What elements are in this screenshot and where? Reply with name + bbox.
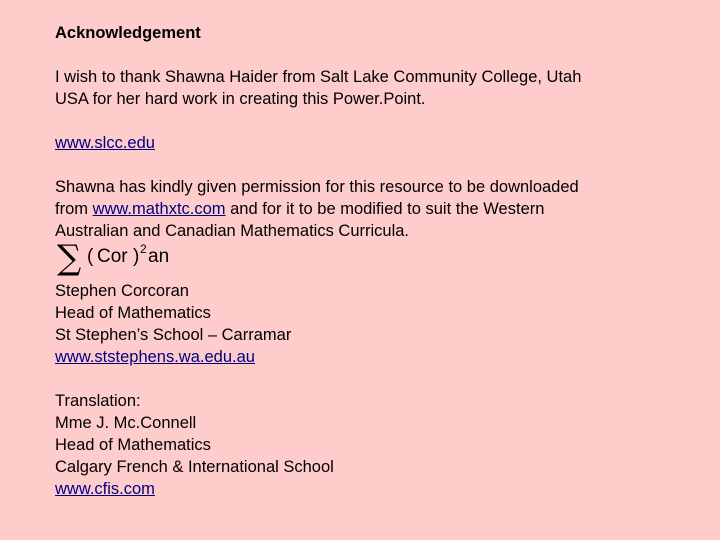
translator-role: Head of Mathematics	[55, 436, 211, 454]
sum-cor-squared-an-logo	[55, 238, 185, 280]
slide-content	[55, 22, 695, 500]
author-school: St Stephen’s School – Carramar	[55, 326, 292, 344]
cfis-link[interactable]: www.cfis.com	[55, 480, 155, 498]
translation-heading: Translation:	[55, 392, 141, 410]
logo-cor: Cor	[97, 246, 128, 267]
permission-line-2-post: and for it to be modified to suit the Western	[225, 200, 545, 218]
logo-open-paren: (	[87, 246, 94, 267]
slcc-link[interactable]: www.slcc.edu	[55, 134, 155, 152]
mathxtc-link[interactable]: www.mathxtc.com	[92, 200, 226, 218]
author-name: Stephen Corcoran	[55, 282, 189, 300]
logo-an: an	[148, 246, 170, 267]
permission-line-2-pre: from	[55, 200, 93, 218]
permission-line-1: Shawna has kindly given permission for this resource to be downloaded	[55, 178, 579, 196]
sigma-symbol: ∑	[57, 238, 82, 278]
intro-line-2: USA for her hard work in creating this Power.Point.	[55, 90, 426, 108]
translator-school: Calgary French & International School	[55, 458, 334, 476]
ststephens-link[interactable]: www.ststephens.wa.edu.au	[55, 348, 255, 366]
page-title: Acknowledgement	[55, 24, 201, 42]
permission-line-2	[55, 198, 695, 220]
logo-exponent: 2	[140, 242, 147, 256]
logo-close-paren: )	[133, 246, 140, 267]
permission-line-3: Australian and Canadian Mathematics Curricula.	[55, 222, 410, 240]
translator-name: Mme J. Mc.Connell	[55, 414, 197, 432]
author-role: Head of Mathematics	[55, 304, 211, 322]
intro-line-1: I wish to thank Shawna Haider from Salt Lake Community College, Utah	[55, 68, 582, 86]
